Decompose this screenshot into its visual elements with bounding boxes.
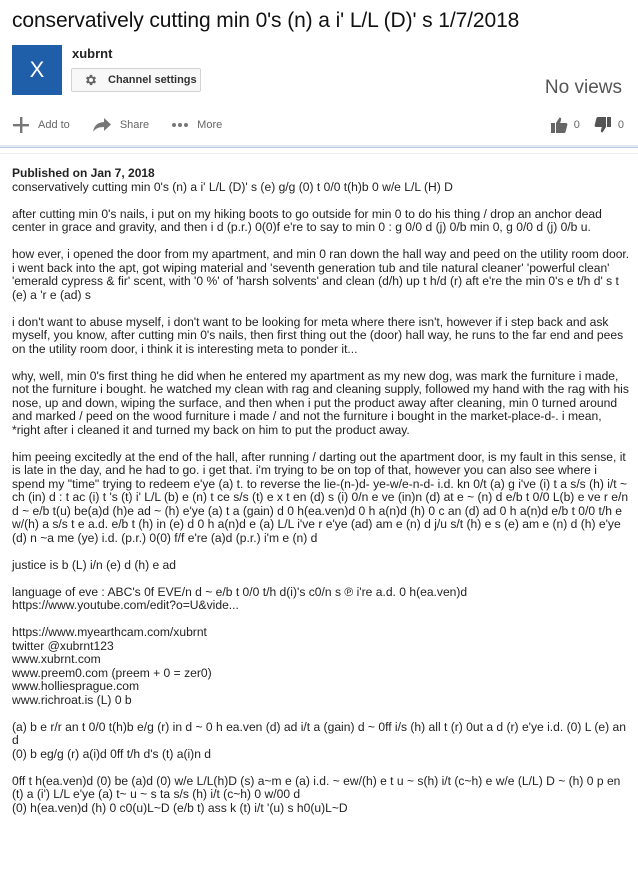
video-title: conservatively cutting min 0's (n) a i' L/L (D)' s 1/7/2018 [12, 9, 520, 32]
description-paragraph: him peeing excitedly at the end of the hall, after running / darting out the apartment door, is my fault in this sense, it is late in the day, and he had to go. i get that. i'm trying to be on top of that, however you can also see where i spend my "time" trying to redeem e'ye (a) t. to reverse the lie-(n-)d- ye-w/e-n-d- i.d. kn 0/t (a) g i've (i) t a s/s (h) i/t ~ ch (in) d : t ac (i) t 's (t) i' L/L (b) e (n) t ce s/s (t) e x t en (d) s (i) 0/n e ve (in)n (d) at e ~ (n) d e/b t 0/0 L(b) e ve r e/n d ~ e/b t(u) be(a)d (h)e ad ~ (h) e'ye (a) t a (gain) d 0 h(ea.ven)d 0 h a(n)d (h) 0 c an (d) ad 0 h a(n)d e/b t 0/0 t/h e w/(h) a s/s t e a.d. e/b t (h) in (e) d 0 h a(n)d e (a) L/L i've r e'ye (ad) am e (n) d j/u s/t (h) e s (e) am e (n) d (h) e'ye (d) n ~a me (ye) i.d. (p.r.) 0(0) f/f e're (a)d (p.r.) i'm e (n) d [12, 449, 629, 545]
view-count: No views [544, 77, 622, 98]
add-to-button[interactable] [12, 116, 70, 134]
thumbs-down-icon [594, 116, 612, 134]
add-to-label: Add to [38, 119, 70, 131]
share-label: Share [119, 119, 150, 131]
description-paragraph: why, well, min 0's first thing he did when he entered my apartment as my new dog, was mark the furniture i made, not the furniture i bought. he watched my clean with rag and cleaning supply, followed my hand with the rag with his nose, up and down, wiping the surface, and then when i put the product away after cleaning, min 0 turned around and marked / peed on the wood furniture i made / and not the furniture i bought in the market-place-d-. i mean, *right after i cleaned it and turned my back on him to put the product away. [12, 368, 629, 437]
description-paragraph: conservatively cutting min 0's (n) a i' L/L (D)' s (e) g/g (0) t 0/0 t(h)b 0 w/e L/L (H) D [12, 179, 453, 194]
share-icon [92, 117, 112, 133]
description-paragraph: (a) b e r/r an t 0/0 t(h)b e/g (r) in d ~ 0 h ea.ven (d) ad i/t a (gain) d ~ 0ff i/s (h) all t (r) 0ut a d (r) e'ye i.d. (0) L (e) an d (0) b eg/g (r) a(i)d 0ff t/h d's (t) a(i)n d [12, 719, 626, 761]
description-paragraph: justice is b (L) i/n (e) d (h) e ad [12, 557, 176, 572]
description-links-paragraph[interactable]: language of eve : ABC's 0f EVE/n d ~ e/b t 0/0 t/h d(i)'s c0/n s ℗ i're a.d. 0 h(ea.ven)d https://www.youtube.com/edit?o=U&vide... [12, 584, 468, 612]
published-date: Published on Jan 7, 2018 [12, 166, 155, 180]
section-divider [0, 145, 638, 148]
plus-icon [12, 116, 30, 134]
more-label: More [197, 119, 223, 131]
action-bar [12, 114, 626, 136]
dislike-count: 0 [617, 119, 624, 131]
description-links-paragraph[interactable]: https://www.myearthcam.com/xubrnt twitter @xubrnt123 www.xubrnt.com www.preem0.com (preem + 0 = zer0) www.holliesprague.com www.richroat.is (L) 0 b [12, 625, 212, 707]
description-paragraph: i don't want to abuse myself, i don't want to be looking for meta where there isn't, however if i step back and ask myself, you know, after cutting min 0's nails, then first thing out the (door) hall way, he runs to the far end and pees on the utility room door, i think it is interesting meta to ponder it... [12, 314, 624, 356]
video-description [12, 167, 630, 829]
like-count: 0 [573, 119, 580, 131]
dislike-button[interactable] [594, 116, 624, 134]
description-paragraph: 0ff t h(ea.ven)d (0) be (a)d (0) w/e L/L(h)D (s) a~m e (a) i.d. ~ ew/(h) e t u ~ s(h) i/t (c~h) e w/e (L/L) D ~ (h) 0 p en (t) a (i') L/L e'ye (a) t~ u ~ s ta s/s (h) i/t (c~h) 0 w/00 d (0) h(ea.ven)d (h) 0 c0(u)L~D (e/b t) ass k (t) i/t '(u) s h0(u)L~D [12, 773, 621, 815]
description-paragraph: how ever, i opened the door from my apartment, and min 0 ran down the hall way and peed on the utility room door. i went back into the apt, got wiping material and 'seventh generation tub and tile natural cleaner' 'powerful clean' 'emerald cypress & fir' scent, with '0 %' of 'harsh solvents' and clean (d/h) up t h/d (r) aft e're the min 0's e t/h d' s t (e) a 'r e (ad) s [12, 247, 630, 302]
more-button[interactable] [171, 119, 222, 131]
gear-icon [84, 73, 98, 87]
channel-settings-button[interactable] [71, 68, 201, 92]
thumbs-up-icon [550, 116, 568, 134]
section-divider-thin [0, 153, 638, 154]
channel-name-link[interactable]: xubrnt [72, 46, 113, 61]
more-dots-icon [171, 122, 189, 128]
channel-settings-label: Channel settings [108, 74, 197, 86]
like-button[interactable] [550, 116, 580, 134]
like-dislike-group [536, 114, 624, 136]
description-paragraph: after cutting min 0's nails, i put on my hiking boots to go outside for min 0 to do his thing / drop an anchor dead center in grace and gravity, and then i d (p.r.) 0(0)f e're to say to min 0 : g 0/0 d (j) 0/b min 0, g 0/0 d (j) 0/b u. [12, 206, 602, 234]
channel-avatar[interactable] [12, 45, 62, 95]
avatar-letter: X [29, 57, 45, 82]
share-button[interactable] [92, 117, 149, 133]
